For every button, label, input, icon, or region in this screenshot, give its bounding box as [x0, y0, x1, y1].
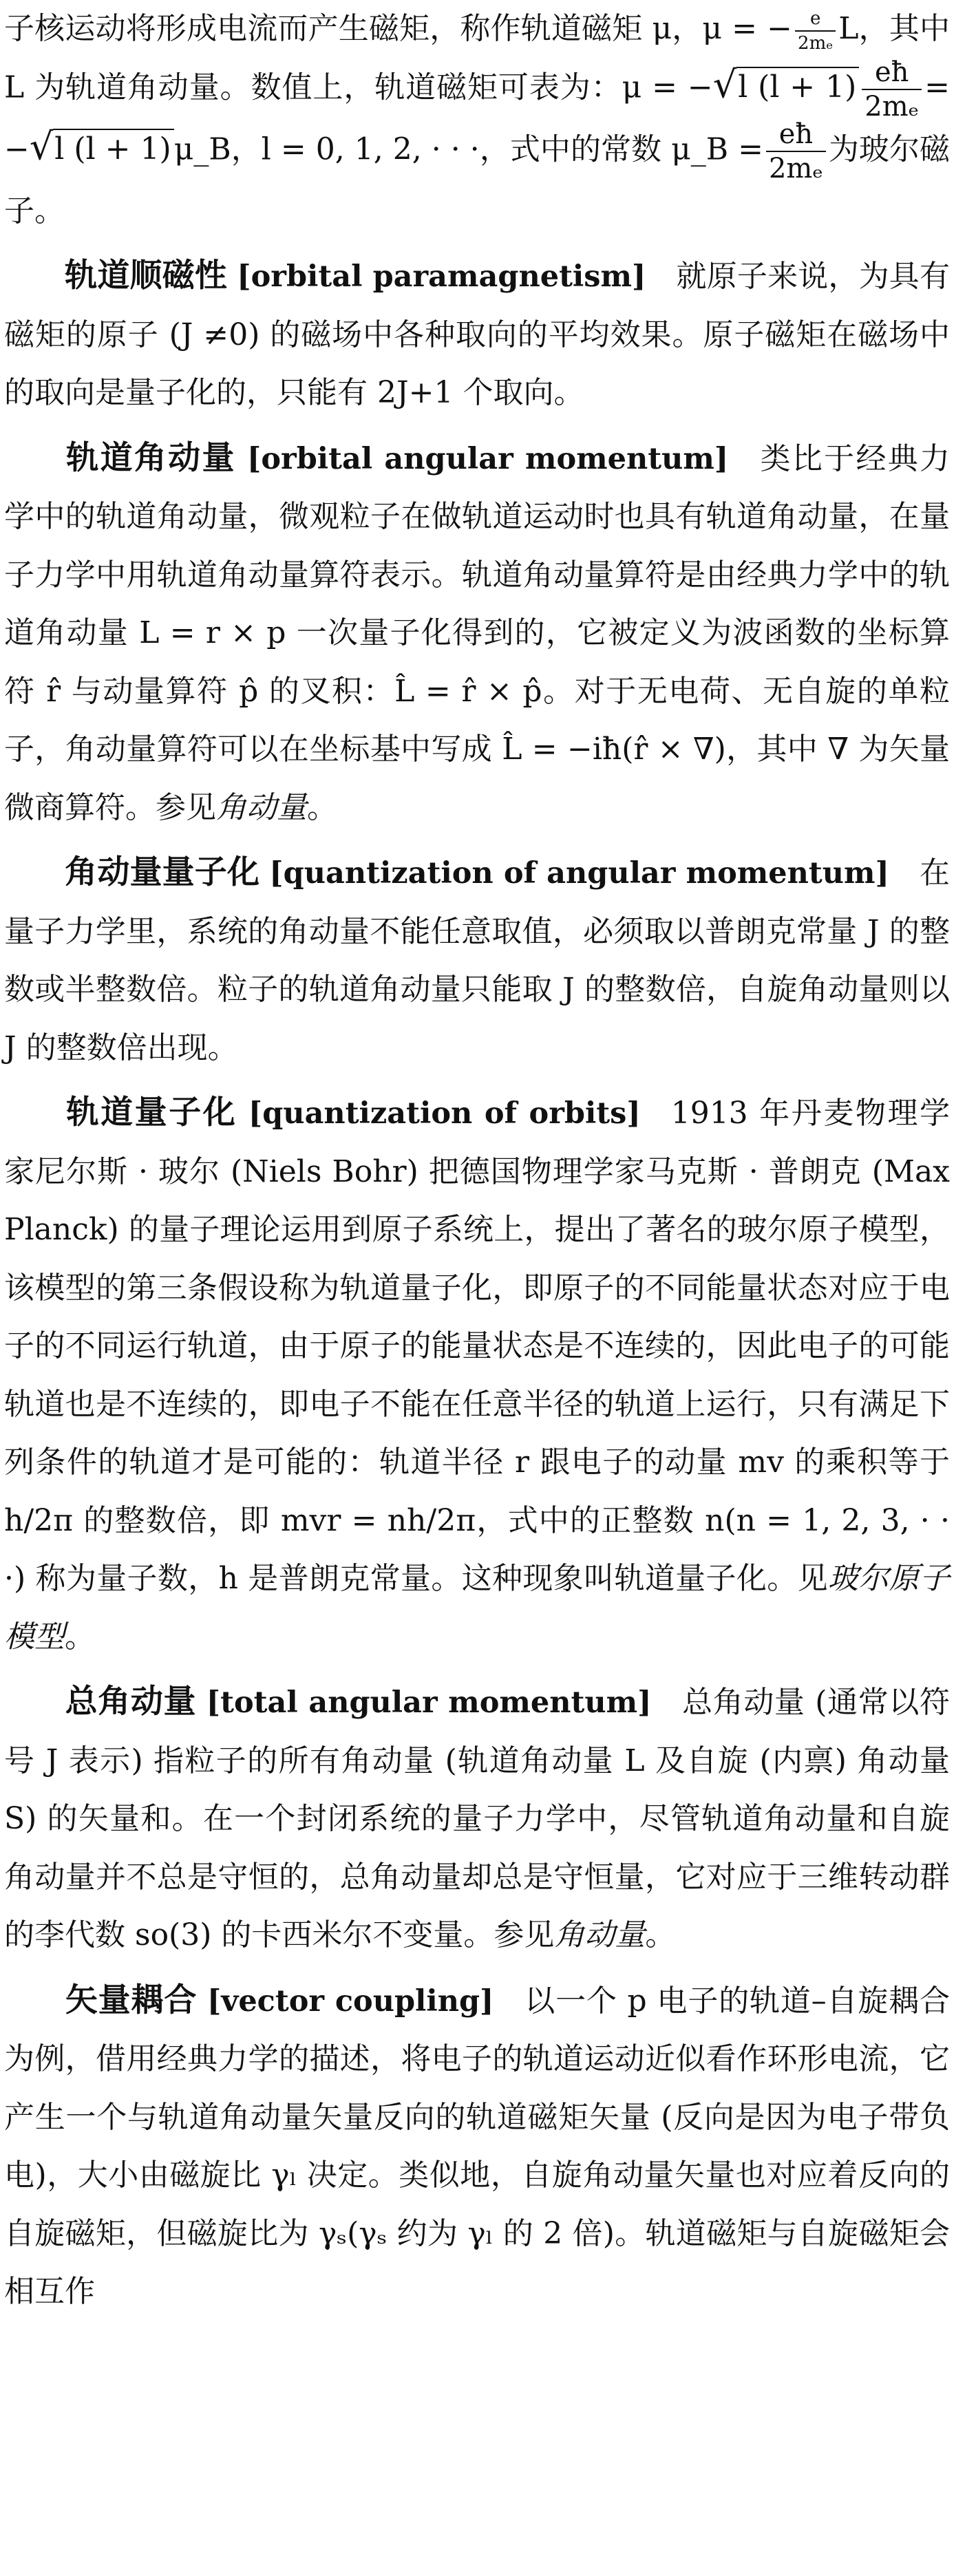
fraction-denominator: 2mₑ	[864, 90, 920, 123]
fraction-numerator: eħ	[766, 120, 826, 152]
entry-english-term: [quantization of angular momentum]	[269, 856, 889, 891]
entry-heading: 轨道量子化	[65, 1094, 237, 1131]
entry-body: 总角动量 (通常以符号 J 表示) 指粒子的所有角动量 (轨道角动量 L 及自旋 (内禀) 角动量 S) 的矢量和。在一个封闭系统的量子力学中，尽管轨道角动量和自旋角动量并不总是守恒的，总角动量却总是守恒量，它对应于三维转动群的李代数 so(3) 的卡西米尔不变量。参见	[4, 1685, 951, 1952]
entry-end: 。	[65, 1619, 95, 1654]
entry-body: 以一个 p 电子的轨道–自旋耦合为例，借用经典力学的描述，将电子的轨道运动近似看作环形电流，它产生一个与轨道角动量矢量反向的轨道磁矩矢量 (反向是因为电子带负电)，大小由磁旋比 γₗ 决定。类似地，自旋角动量矢量也对应着反向的自旋磁矩，但磁旋比为 γₛ(γₛ 约为 γₗ 的 2 倍)。轨道磁矩与自旋磁矩会相互作	[4, 1983, 951, 2309]
paragraph-orbital-magnetic-moment	[4, 0, 950, 240]
sqrt-sign: √	[29, 125, 54, 168]
entry-orbital-angular-momentum	[4, 429, 950, 838]
cross-reference-link[interactable]: 角动量	[554, 1917, 646, 1952]
sqrt-radicand: l (l + 1)	[736, 67, 859, 105]
entry-body: 类比于经典力学中的轨道角动量，微观粒子在做轨道运动时也具有轨道角动量，在量子力学中用轨道角动量算符表示。轨道角动量算符是由经典力学中的轨道角动量 L = r × p 一次量子化得到的，它被定义为波函数的坐标算符 r̂ 与动量算符 p̂ 的叉积：L̂ = r̂ × p̂。对于无电荷、无自旋的单粒子，角动量算符可以在坐标基中写成 L̂ = −iħ(r̂ × ∇)，其中 ∇ 为矢量微商算符。参见	[4, 440, 951, 825]
fraction-e-over-2me	[795, 10, 836, 52]
sqrt-sign: √	[712, 63, 737, 106]
p0-text-1: 子核运动将形成电流而产生磁矩，称作轨道磁矩 μ，μ = −	[4, 11, 793, 46]
p0-text-3: = −	[4, 70, 950, 167]
entry-english-term: [orbital angular momentum]	[247, 441, 729, 476]
entry-orbital-paramagnetism	[4, 247, 950, 423]
cross-reference-link[interactable]: 角动量	[216, 789, 307, 825]
fraction-bohr-magneton	[766, 120, 826, 182]
fraction-denominator: 2mₑ	[798, 32, 834, 54]
entry-english-term: [total angular momentum]	[206, 1685, 652, 1720]
entry-end: 。	[307, 789, 337, 825]
entry-english-term: [orbital paramagnetism]	[237, 259, 646, 294]
cross-reference-link[interactable]: 玻尔原子模型	[4, 1561, 951, 1654]
entry-english-term: [vector coupling]	[206, 1983, 494, 2019]
sqrt-radicand: l (l + 1)	[53, 129, 173, 167]
entry-heading: 总角动量	[65, 1683, 197, 1721]
entry-end: 。	[645, 1917, 676, 1952]
entry-heading: 轨道顺磁性	[65, 257, 228, 295]
entry-body: 就原子来说，为具有磁矩的原子 (J ≠0) 的磁场中各种取向的平均效果。原子磁矩在磁场中的取向是量子化的，只能有 2J+1 个取向。	[4, 259, 950, 410]
entry-body: 1913 年丹麦物理学家尼尔斯 · 玻尔 (Niels Bohr) 把德国物理学家马克斯 · 普朗克 (Max Planck) 的量子理论运用到原子系统上，提出了著名的玻尔原子模型，该模型的第三条假设称为轨道量子化，即原子的不同能量状态对应于电子的不同运行轨道，由于原子的能量状态是不连续的，因此电子的可能轨道也是不连续的，即电子不能在任意半径的轨道上运行，只有满足下列条件的轨道才是可能的：轨道半径 r 跟电子的动量 mv 的乘积等于 h/2π 的整数倍，即 mvr = nh/2π，式中的正整数 n(n = 1, 2, 3, · · ·) 称为量子数，h 是普朗克常量。这种现象叫轨道量子化。见	[4, 1096, 950, 1596]
fraction-e-hbar-over-2me	[862, 56, 922, 123]
entry-quantization-angular-momentum	[4, 844, 950, 1077]
p0-text-2: L，其中 L 为轨道角动量。数值上，轨道磁矩可表为：μ = −	[4, 11, 950, 105]
fraction-denominator: 2mₑ	[768, 152, 823, 184]
entry-total-angular-momentum	[4, 1673, 950, 1965]
entry-english-term: [quantization of orbits]	[248, 1096, 641, 1131]
entry-heading: 矢量耦合	[65, 1981, 198, 2019]
entry-vector-coupling	[4, 1972, 950, 2321]
p0-text-4: μ_B，l = 0, 1, 2, · · ·，式中的常数 μ_B =	[173, 131, 763, 167]
entry-body: 在量子力学里，系统的角动量不能任意取值，必须取以普朗克常量 J 的整数或半整数倍。粒子的轨道角动量只能取 J 的整数倍，自旋角动量则以 J 的整数倍出现。	[4, 855, 951, 1065]
fraction-numerator: eħ	[862, 58, 922, 90]
entry-quantization-orbits	[4, 1084, 950, 1666]
entry-heading: 角动量量子化	[65, 853, 260, 891]
fraction-numerator: e	[795, 10, 836, 32]
p0-text-5: 为玻尔磁子。	[4, 131, 951, 228]
entry-heading: 轨道角动量	[65, 438, 236, 477]
